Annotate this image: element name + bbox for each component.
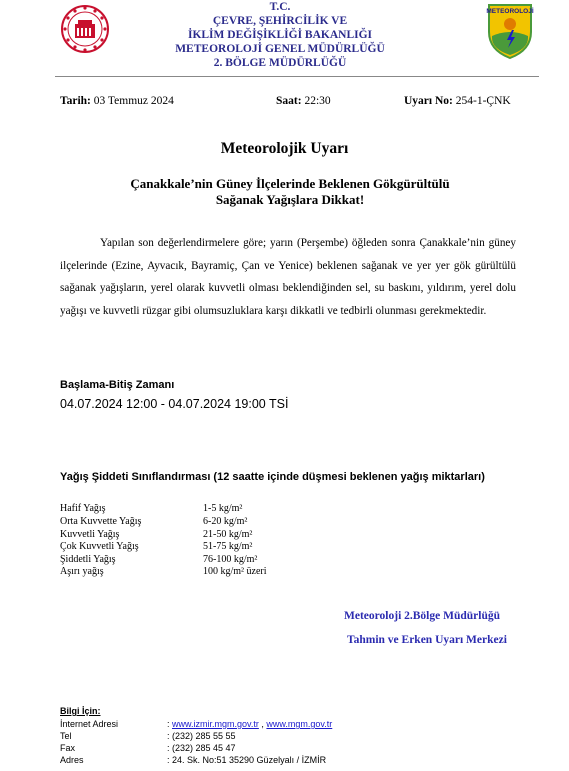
warning-number-field bbox=[404, 95, 511, 107]
info-address-value: : 24. Sk. No:51 35290 Güzelyalı / İZMİR bbox=[167, 755, 327, 765]
classification-range: 1-5 kg/m² bbox=[203, 503, 243, 514]
link-izmir-mgm[interactable]: www.izmir.mgm.gov.tr bbox=[172, 719, 259, 729]
classification-name: Hafif Yağış bbox=[60, 503, 106, 514]
header-line-ministry-1: ÇEVRE, ŞEHİRCİLİK VE bbox=[212, 15, 348, 27]
meteorology-logo-text: METEOROLOJİ bbox=[486, 8, 534, 15]
info-fax-value: : (232) 285 45 47 bbox=[167, 743, 236, 753]
classification-title: Yağış Şiddeti Sınıflandırması (12 saatte içinde düşmesi beklenen yağış miktarları) bbox=[60, 471, 485, 483]
info-address-row bbox=[60, 755, 460, 766]
document-subtitle: Çanakkale’nin Güney İlçelerinde Beklenen Gökgürültülü Sağanak Yağışlara Dikkat! bbox=[130, 176, 450, 207]
info-fax-row bbox=[60, 743, 460, 754]
period-label: Başlama-Bitiş Zamanı bbox=[60, 379, 175, 391]
header-line-tc: T.C. bbox=[269, 1, 291, 13]
header-title-block bbox=[150, 0, 410, 70]
info-link-separator: , bbox=[261, 719, 264, 729]
meteorology-shield-logo bbox=[486, 2, 534, 60]
time-field bbox=[276, 95, 331, 107]
info-tel-value: : (232) 285 55 55 bbox=[167, 731, 236, 741]
header-line-ministry-2: İKLİM DEĞİŞİKLİĞİ BAKANLIĞI bbox=[187, 29, 373, 41]
header-line-directorate: METEOROLOJİ GENEL MÜDÜRLÜĞÜ bbox=[175, 43, 385, 55]
info-tel-label: Tel bbox=[60, 731, 72, 741]
classification-range: 21-50 kg/m² bbox=[203, 528, 253, 540]
info-tel-row bbox=[60, 731, 460, 742]
info-internet-row bbox=[60, 719, 460, 730]
info-internet-label: İnternet Adresi bbox=[60, 719, 119, 729]
warning-number-label: Uyarı No: bbox=[404, 95, 453, 107]
date-field bbox=[60, 95, 174, 107]
classification-range: 100 kg/m² üzeri bbox=[203, 565, 267, 577]
date-label: Tarih: bbox=[60, 95, 91, 107]
classification-name: Kuvvetli Yağış bbox=[60, 528, 120, 540]
info-internet-colon: : bbox=[167, 719, 170, 729]
link-mgm[interactable]: www.mgm.gov.tr bbox=[266, 719, 333, 729]
classification-name: Çok Kuvvetli Yağış bbox=[60, 541, 139, 553]
classification-name: Şiddetli Yağış bbox=[60, 554, 116, 566]
header-line-region: 2. BÖLGE MÜDÜRLÜĞÜ bbox=[213, 57, 347, 69]
time-value: 22:30 bbox=[304, 95, 331, 107]
ministry-seal-logo bbox=[60, 4, 110, 54]
header-divider bbox=[55, 76, 539, 77]
classification-range: 76-100 kg/m² bbox=[203, 554, 258, 566]
info-internet-value bbox=[167, 719, 332, 729]
classification-range: 6-20 kg/m² bbox=[203, 515, 248, 527]
signature-line-1: Meteoroloji 2.Bölge Müdürlüğü bbox=[344, 610, 500, 622]
classification-name: Aşırı yağış bbox=[60, 565, 104, 577]
warning-number-value: 254-1-ÇNK bbox=[455, 95, 511, 107]
warning-body-text: Yapılan son değerlendirmelere göre; yarın (Perşembe) öğleden sonra Çanakkale’nin güney ilçelerinde (Ezine, Ayvacık, Bayramiç, Çan ve Yenice) beklenen sağanak ve yer yer gök gürültülü sağanak yağışların, yerel olarak kuvvetli olması beklendiğinden sel, su baskını, yıldırım, yerel dolu yağışı ve kuvvetli rüzgar gibi olumsuzluklara karşı dikkatli ve tedbirli olunması gerekmektedir. bbox=[60, 237, 516, 317]
time-label: Saat: bbox=[276, 95, 302, 107]
info-fax-label: Fax bbox=[60, 743, 76, 753]
date-value: 03 Temmuz 2024 bbox=[93, 95, 174, 107]
info-heading: Bilgi İçin: bbox=[60, 706, 101, 716]
signature-line-2: Tahmin ve Erken Uyarı Merkezi bbox=[347, 634, 507, 646]
document-title: Meteorolojik Uyarı bbox=[220, 140, 349, 157]
classification-name: Orta Kuvvette Yağış bbox=[60, 515, 142, 527]
classification-range: 51-75 kg/m² bbox=[203, 541, 253, 553]
period-value: 04.07.2024 12:00 - 04.07.2024 19:00 TSİ bbox=[60, 397, 289, 411]
info-address-label: Adres bbox=[60, 755, 84, 765]
